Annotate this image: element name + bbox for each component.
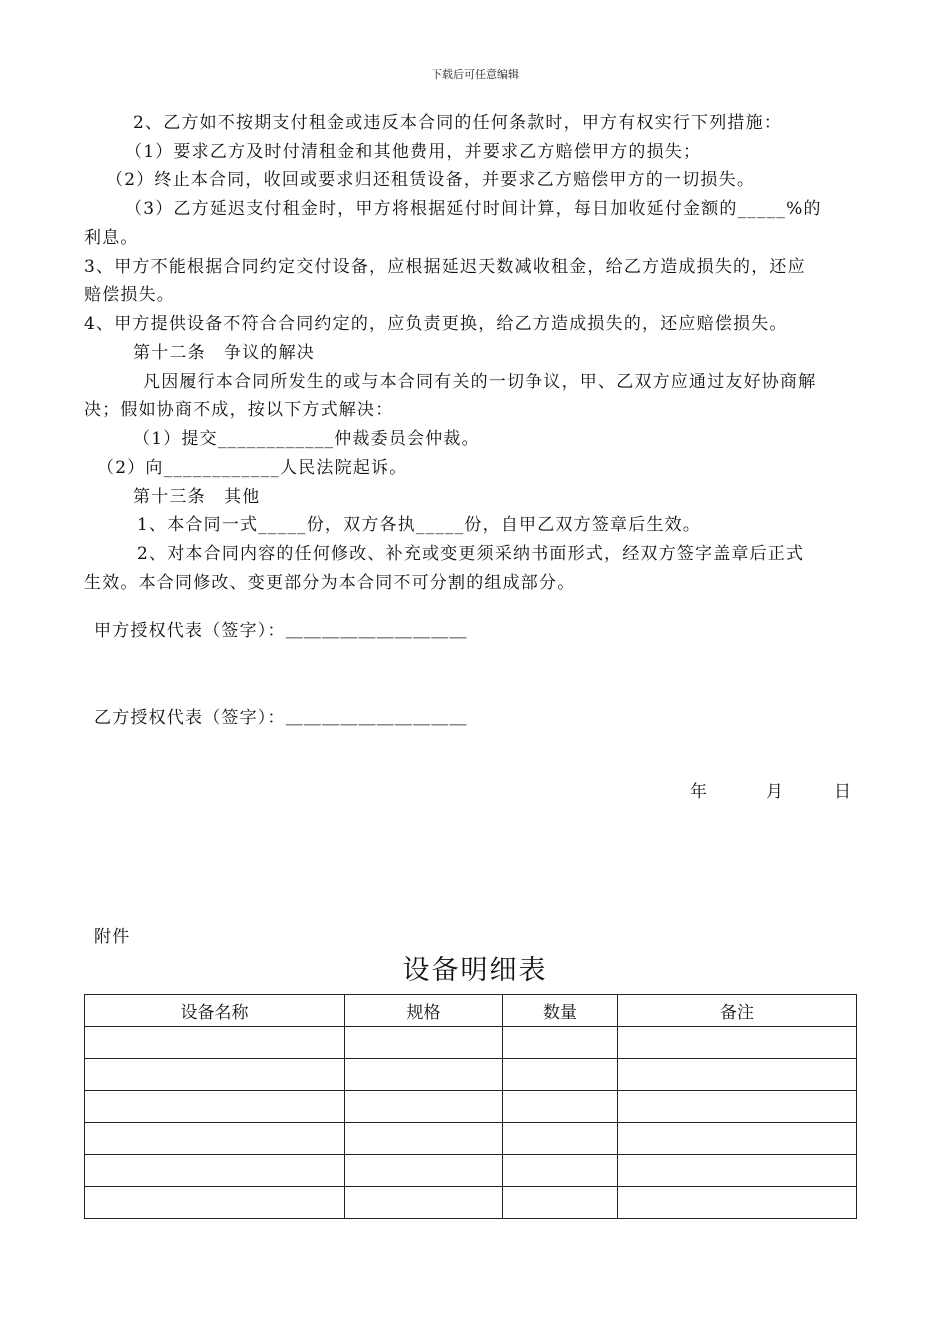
equipment-table-title: 设备明细表 (402, 955, 548, 986)
clause-line: （1）要求乙方及时付清租金和其他费用，并要求乙方赔偿甲方的损失； (125, 142, 702, 162)
page-header-note: 下载后可任意编辑 (431, 68, 519, 81)
clause-line: 利息。 (84, 228, 139, 248)
article-heading: 第十三条 其他 (133, 487, 261, 507)
table-cell (618, 1091, 857, 1123)
table-row (85, 1027, 857, 1059)
table-row (85, 1059, 857, 1091)
clause-line: 4、甲方提供设备不符合合同约定的，应负责更换，给乙方造成损失的，还应赔偿损失。 (84, 314, 788, 334)
clause-line: 1、本合同一式_____份，双方各执_____份，自甲乙双方签章后生效。 (137, 515, 702, 535)
article-heading: 第十二条 争议的解决 (133, 343, 315, 363)
clause-line: 生效。本合同修改、变更部分为本合同不可分割的组成部分。 (84, 573, 576, 593)
table-cell (85, 1123, 345, 1155)
equipment-table (84, 994, 857, 1219)
table-cell (345, 1027, 503, 1059)
table-cell (345, 1123, 503, 1155)
table-cell (618, 1155, 857, 1187)
table-cell (503, 1155, 618, 1187)
equipment-table-body (85, 1027, 857, 1219)
table-cell (345, 1091, 503, 1123)
table-row (85, 1187, 857, 1219)
table-cell (85, 1155, 345, 1187)
party-b-signature: 乙方授权代表（签字）：＿＿＿＿＿＿＿＿＿＿ (94, 708, 468, 728)
column-header: 数量 (503, 995, 618, 1027)
clause-line: 2、对本合同内容的任何修改、补充或变更须采纳书面形式，经双方签字盖章后正式 (137, 544, 805, 564)
clause-line: （1）提交____________仲裁委员会仲裁。 (133, 429, 480, 449)
table-cell (503, 1027, 618, 1059)
clause-line: （2）终止本合同，收回或要求归还租赁设备，并要求乙方赔偿甲方的一切损失。 (106, 170, 756, 190)
table-row (85, 1091, 857, 1123)
table-cell (503, 1123, 618, 1155)
column-header: 备注 (618, 995, 857, 1027)
attachment-label: 附件 (94, 927, 131, 947)
date-year: 年 (690, 782, 707, 802)
table-cell (85, 1187, 345, 1219)
table-cell (618, 1187, 857, 1219)
column-header: 设备名称 (85, 995, 345, 1027)
table-cell (345, 1187, 503, 1219)
clause-line: 凡因履行本合同所发生的或与本合同有关的一切争议，甲、乙双方应通过友好协商解 (143, 372, 817, 392)
party-a-signature: 甲方授权代表（签字）：＿＿＿＿＿＿＿＿＿＿ (94, 621, 468, 641)
table-header-row (85, 995, 857, 1027)
table-cell (85, 1027, 345, 1059)
table-row (85, 1155, 857, 1187)
table-cell (345, 1059, 503, 1091)
table-cell (85, 1059, 345, 1091)
table-cell (618, 1123, 857, 1155)
clause-line: （2）向____________人民法院起诉。 (97, 458, 408, 478)
table-row (85, 1123, 857, 1155)
table-cell (345, 1155, 503, 1187)
date-day: 日 (834, 782, 851, 802)
table-cell (85, 1091, 345, 1123)
clause-line: 决；假如协商不成，按以下方式解决： (84, 400, 394, 420)
table-cell (503, 1059, 618, 1091)
clause-line: 2、乙方如不按期支付租金或违反本合同的任何条款时，甲方有权实行下列措施： (133, 113, 783, 133)
table-cell (503, 1187, 618, 1219)
clause-line: 赔偿损失。 (84, 285, 175, 305)
table-cell (618, 1027, 857, 1059)
column-header: 规格 (345, 995, 503, 1027)
clause-line: （3）乙方延迟支付租金时，甲方将根据延付时间计算，每日加收延付金额的_____%的 (125, 199, 822, 219)
table-cell (618, 1059, 857, 1091)
clause-line: 3、甲方不能根据合同约定交付设备，应根据延迟天数减收租金，给乙方造成损失的，还应 (84, 257, 806, 277)
date-month: 月 (766, 782, 783, 802)
table-cell (503, 1091, 618, 1123)
